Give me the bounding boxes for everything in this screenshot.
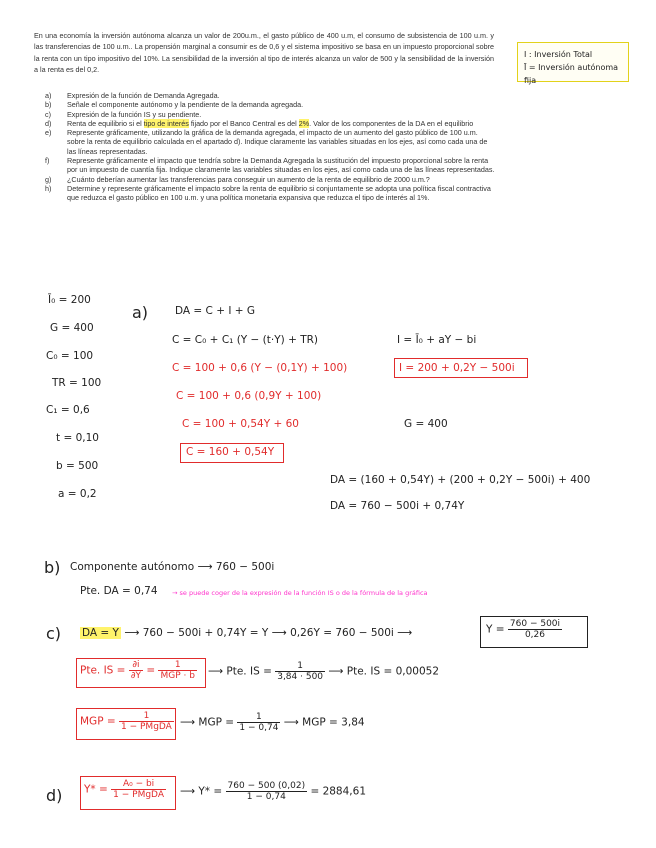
is-function-denominator: 0,26 — [524, 630, 545, 640]
part-c-label: c) — [46, 624, 62, 643]
slope-denominator: MGP · b — [160, 671, 195, 681]
consumption-step-2: C = 100 + 0,6 (0,9Y + 100) — [176, 390, 322, 402]
consumption-step-3: C = 100 + 0,54Y + 60 — [182, 418, 299, 430]
question-letter: g) — [45, 174, 52, 184]
is-slope-label: Pte. IS = — [80, 664, 126, 677]
is-function-fraction — [508, 619, 562, 640]
multiplier-label: MGP = — [80, 715, 116, 728]
legend-line-1: I : Inversión Total — [524, 50, 593, 59]
investment-formula: I = Ī₀ + aY − bi — [397, 334, 477, 346]
question-letter: b) — [45, 100, 52, 110]
equilibrium-fraction — [111, 779, 166, 800]
part-a-label: a) — [132, 303, 149, 322]
equilibrium-values-denominator: 1 − 0,74 — [246, 792, 286, 802]
multiplier-fraction — [119, 711, 174, 732]
question-text: Señale el componente autónomo y la pendiente de la demanda agregada. — [67, 100, 304, 110]
question-text: Expresión de la función de Demanda Agregada. — [67, 91, 220, 100]
multiplier-result: ⟶ MGP = 3,84 — [283, 716, 365, 729]
equilibrium-substitution — [180, 781, 366, 802]
question-item — [45, 128, 495, 156]
equilibrium-arrow: ⟶ Y* = — [180, 785, 223, 798]
question-text: Determine y represente gráficamente el impacto sobre la renta de equilibrio si conjuntamente se adopta una política fiscal contractiva que reduzca el gasto público en 100 u.m. y una política monetaria expansiva que reduzca el tipo de interés al 1%. — [67, 183, 491, 203]
values-numerator: 1 — [275, 661, 325, 672]
highlight-rate-value: 2% — [298, 118, 310, 128]
equilibrium-condition-row — [80, 627, 412, 639]
slope-numerator: 1 — [158, 660, 196, 671]
data-item: TR = 100 — [52, 377, 102, 389]
question-item — [45, 110, 495, 119]
multiplier-arrow: ⟶ MGP = — [180, 716, 235, 729]
da-result: DA = 760 − 500i + 0,74Y — [330, 500, 465, 512]
slope-note: → se puede coger de la expresión de la función IS o de la fórmula de la gráfica — [172, 589, 428, 597]
consumption-step-1: C = 100 + 0,6 (Y − (0,1Y) + 100) — [172, 362, 348, 374]
is-slope-result: ⟶ Pte. IS = 0,00052 — [328, 665, 440, 678]
equals-sign: = — [146, 664, 156, 677]
multiplier-numerator: 1 — [119, 711, 174, 722]
question-item — [45, 184, 495, 203]
question-letter: e) — [45, 128, 52, 138]
question-item — [45, 91, 495, 100]
is-slope-arrow: ⟶ Pte. IS = — [208, 665, 272, 678]
data-item: a = 0,2 — [58, 488, 97, 500]
question-text-mid: fijado por el Banco Central es del — [188, 118, 299, 128]
equilibrium-condition: DA = Y — [82, 627, 119, 639]
is-slope-formula — [80, 660, 197, 681]
data-item: Ī₀ = 200 — [48, 294, 91, 306]
is-function — [486, 619, 562, 640]
is-slope-derivative — [129, 660, 143, 681]
question-item — [45, 100, 495, 109]
problem-statement: En una economía la inversión autónoma alcanza un valor de 200u.m., el gasto público de 400 u.m, el consumo de subsistencia de 100 u.m. y las transferencias de 100 u.m.. La propensión marginal a consumir es de 0,6 y el sistema impositivo se basa en un impuesto proporcional sobre la renta con un tipo impositivo del 10%. La sensibilidad de la inversión al tipo de interés alcanza un valor de 500 y la sensibilidad de la inversión a la renta es del 0,2. — [34, 31, 494, 74]
derivative-numerator: ∂i — [129, 660, 143, 671]
is-slope-values — [275, 661, 325, 682]
question-text-post: . Valor de los componentes de la DA en el equilibrio — [309, 118, 474, 128]
data-item: t = 0,10 — [56, 432, 99, 444]
question-letter: d) — [45, 118, 52, 128]
question-text-pre: Renta de equilibrio si el — [67, 118, 144, 128]
is-slope-substitution — [208, 661, 439, 682]
is-function-numerator: 760 − 500i — [509, 619, 561, 629]
data-item: G = 400 — [50, 322, 94, 334]
multiplier-values-numerator: 1 — [237, 712, 280, 723]
consumption-result: C = 160 + 0,54Y — [186, 446, 275, 458]
autonomous-component: Componente autónomo ⟶ 760 − 500i — [70, 561, 275, 573]
multiplier-denominator: 1 − PMgDA — [121, 722, 172, 732]
consumption-formula: C = C₀ + C₁ (Y − (t·Y) + TR) — [172, 334, 319, 346]
multiplier-formula — [80, 711, 174, 732]
question-text: ¿Cuánto deberían aumentar las transferencias para conseguir un aumento de la renta de equilibrio de 2000 u.m.? — [67, 174, 430, 184]
government-spending: G = 400 — [404, 418, 448, 430]
questions-list — [45, 91, 495, 203]
data-item: C₀ = 100 — [46, 350, 94, 362]
legend-box — [517, 42, 629, 85]
equilibrium-values — [226, 781, 308, 802]
da-slope: Pte. DA = 0,74 — [80, 585, 158, 597]
question-letter: f) — [45, 156, 50, 166]
multiplier-substitution — [180, 712, 365, 733]
equilibrium-formula — [84, 779, 166, 800]
equilibrium-denominator: 1 − PMgDA — [113, 790, 164, 800]
equilibrium-values-numerator: 760 − 500 (0,02) — [227, 781, 306, 791]
part-d-label: d) — [46, 786, 63, 805]
equilibrium-derivation: ⟶ 760 − 500i + 0,74Y = Y ⟶ 0,26Y = 760 − 500i ⟶ — [124, 627, 413, 639]
equilibrium-numerator: A₀ − bi — [111, 779, 166, 790]
is-function-label: Y = — [486, 623, 505, 636]
ystar-label: Y* = — [84, 783, 108, 796]
equilibrium-result: = 2884,61 — [310, 785, 366, 798]
question-text: Represente gráficamente el impacto que tendría sobre la Demanda Agregada la sustitución del impuesto proporcional sobre la renta por un impuesto de cuantía fija. Indique claramente las variables situadas en los ejes, así como cada una de las líneas representadas. — [67, 156, 495, 175]
data-item: C₁ = 0,6 — [46, 404, 90, 416]
part-b-label: b) — [44, 558, 61, 577]
question-item — [45, 156, 495, 175]
question-text: Expresión de la función IS y su pendiente. — [67, 109, 202, 119]
question-letter: a) — [45, 91, 52, 100]
derivative-denominator: ∂Y — [130, 671, 141, 681]
question-letter: c) — [45, 109, 51, 119]
da-sum: DA = (160 + 0,54Y) + (200 + 0,2Y − 500i) + 400 — [330, 474, 591, 486]
highlight-interest-rate: tipo de interés — [143, 118, 189, 128]
investment-result: I = 200 + 0,2Y − 500i — [399, 362, 515, 374]
is-slope-fraction — [158, 660, 196, 681]
question-item — [45, 175, 495, 184]
question-text: Represente gráficamente, utilizando la gráfica de la demanda agregada, el impacto de un aumento del gasto público de 100 u.m. sobre la renta de equilibrio calculada en el apartado d). Indique claramente las variables situadas en los ejes, así como cada una de las líneas representadas. — [67, 128, 488, 156]
multiplier-values — [237, 712, 280, 733]
question-letter: h) — [45, 183, 52, 193]
data-item: b = 500 — [56, 460, 99, 472]
values-denominator: 3,84 · 500 — [277, 672, 324, 682]
multiplier-values-denominator: 1 − 0,74 — [239, 723, 279, 733]
question-item — [45, 119, 495, 128]
da-definition: DA = C + I + G — [175, 305, 256, 317]
legend-line-2: Ī = Inversión autónoma fija — [524, 63, 619, 85]
